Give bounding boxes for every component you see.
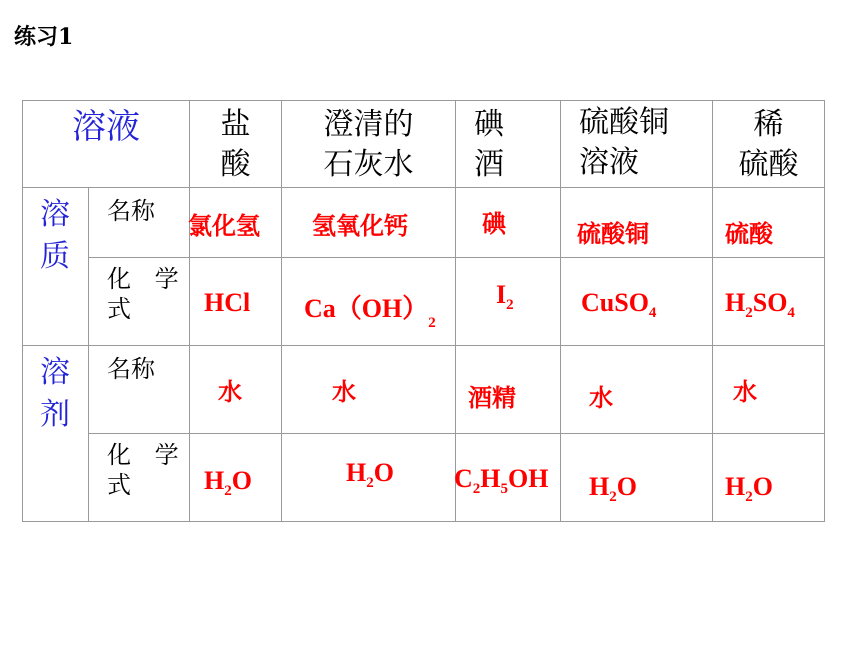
- solvent-name: 酒精: [468, 384, 516, 412]
- solute-name-cell: [713, 188, 825, 258]
- header-row: [23, 101, 825, 188]
- solvent-formula-cell: [713, 434, 825, 522]
- solvent-formula: $H_2O$: [346, 458, 394, 491]
- solute-formula: $Ca(OH)_2$: [304, 294, 436, 331]
- header-label: 稀 硫酸: [738, 107, 799, 182]
- solvent-formula-cell: [456, 434, 561, 522]
- solvent-formula-cell: [561, 434, 713, 522]
- solvent-name-cell: [561, 346, 713, 434]
- solute-name: 硫酸: [725, 220, 773, 248]
- solute-formula-cell: [456, 258, 561, 346]
- solute-formula: HCl: [204, 288, 251, 317]
- solute-name-cell: [561, 188, 713, 258]
- solvent-label: 溶 剂: [40, 355, 70, 432]
- solvent-name-row: [23, 346, 825, 434]
- header-col-5: [713, 101, 825, 188]
- solvent-formula-cell: [190, 434, 282, 522]
- name-label: 名称: [107, 197, 155, 225]
- solute-name: 氢氧化钙: [312, 212, 408, 240]
- solvent-name: 水: [332, 378, 356, 406]
- header-label: 硫酸铜 溶液: [579, 105, 669, 180]
- header-col-1: [190, 101, 282, 188]
- formula-label-cell: [89, 258, 190, 346]
- header-solution: 溶液: [72, 107, 140, 147]
- solute-name-row: [23, 188, 825, 258]
- solvent-name-cell: [282, 346, 456, 434]
- formula-label: 化 学 式: [107, 441, 187, 499]
- solution-table: [22, 100, 825, 522]
- exercise-title: 练习1: [14, 24, 74, 50]
- header-col-2: [282, 101, 456, 188]
- solute-formula-cell: [190, 258, 282, 346]
- solvent-name: 水: [589, 384, 613, 412]
- solute-formula-row: [23, 258, 825, 346]
- header-label: 盐 酸: [220, 107, 251, 182]
- solute-formula-cell: [713, 258, 825, 346]
- solvent-formula: $H_2O$: [589, 472, 637, 505]
- solute-name: 碘: [482, 210, 506, 238]
- formula-label: 化 学 式: [107, 265, 187, 323]
- solute-name: 氯化氢: [188, 212, 260, 240]
- name-label: 名称: [107, 355, 155, 383]
- solute-name: 硫酸铜: [577, 220, 649, 248]
- solute-formula: CuSO$_4$: [581, 288, 657, 321]
- header-col-4: [561, 101, 713, 188]
- solvent-name-cell: [190, 346, 282, 434]
- solute-formula: $H_2SO_4$: [725, 288, 795, 321]
- solvent-name-cell: [456, 346, 561, 434]
- solute-label: 溶 质: [40, 197, 70, 274]
- solvent-name: 水: [218, 378, 242, 406]
- solvent-formula: $H_2O$: [204, 466, 252, 499]
- solvent-formula-row: [23, 434, 825, 522]
- name-label-cell: [89, 346, 190, 434]
- solute-name-cell: [190, 188, 282, 258]
- solvent-formula: $C_2H_5OH$: [454, 464, 549, 497]
- solute-name-cell: [456, 188, 561, 258]
- solute-name-cell: [282, 188, 456, 258]
- solute-label-cell: [23, 188, 89, 346]
- solute-formula-cell: [282, 258, 456, 346]
- formula-label-cell: [89, 434, 190, 522]
- solvent-formula: $H_2O$: [725, 472, 773, 505]
- name-label-cell: [89, 188, 190, 258]
- solute-formula-cell: [561, 258, 713, 346]
- header-label: 碘 酒: [474, 107, 504, 182]
- header-solution-cell: [23, 101, 190, 188]
- solvent-formula-cell: [282, 434, 456, 522]
- header-label: 澄清的 石灰水: [323, 107, 414, 182]
- header-col-3: [456, 101, 561, 188]
- solvent-name-cell: [713, 346, 825, 434]
- solute-formula: $I_2$: [496, 280, 514, 313]
- solvent-label-cell: [23, 346, 89, 522]
- solvent-name: 水: [733, 378, 757, 406]
